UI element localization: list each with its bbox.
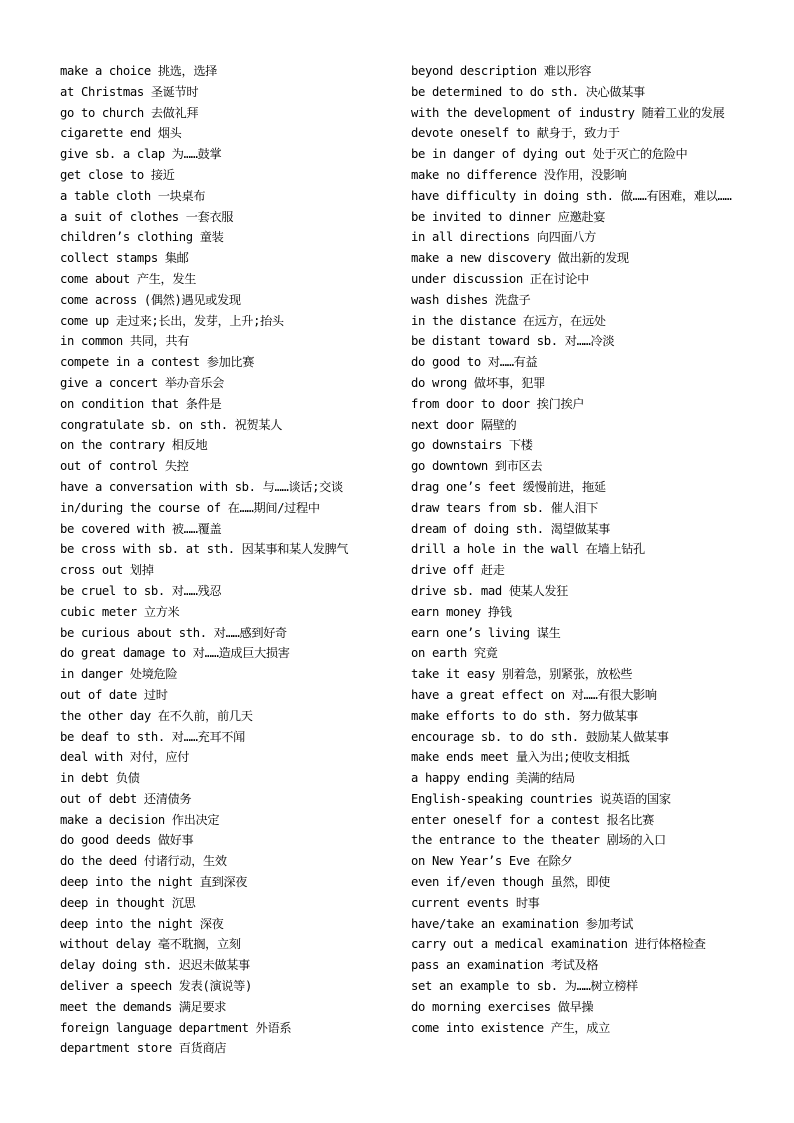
phrase-entry: earn one’s living 谋生 — [411, 625, 561, 640]
phrase-entry: children’s clothing 童装 — [60, 230, 224, 245]
phrase-entry: in debt 负债 — [60, 771, 140, 786]
phrase-entry: on earth 究竟 — [411, 646, 498, 661]
phrase-entry: drill a hole in the wall 在墙上钻孔 — [411, 542, 645, 557]
phrase-entry: be cruel to sb. 对……残忍 — [60, 583, 222, 598]
phrase-entry: department store 百货商店 — [60, 1041, 227, 1056]
phrase-entry: collect stamps 集邮 — [60, 251, 189, 266]
phrase-entry: English-speaking countries 说英语的国家 — [411, 791, 671, 806]
phrase-entry: in/during the course of 在……期间/过程中 — [60, 500, 320, 515]
phrase-entry: foreign language department 外语系 — [60, 1020, 292, 1035]
phrase-entry: on condition that 条件是 — [60, 396, 222, 411]
phrase-entry: deep in thought 沉思 — [60, 895, 196, 910]
phrase-entry: on New Year’s Eve 在除夕 — [411, 854, 573, 869]
right-phrase-column — [411, 61, 741, 1038]
phrase-entry: under discussion 正在讨论中 — [411, 271, 589, 286]
phrase-entry: make a choice 挑选，选择 — [60, 64, 218, 78]
phrase-entry: be curious about sth. 对……感到好奇 — [60, 625, 287, 640]
phrase-entry: a suit of clothes 一套衣服 — [60, 209, 234, 224]
phrase-entry: beyond description 难以形容 — [411, 64, 592, 78]
phrase-entry: do good to 对……有益 — [411, 355, 538, 370]
phrase-entry: devote oneself to 献身于，致力于 — [411, 126, 620, 141]
phrase-entry: be cross with sb. at sth. 因某事和某人发脾气 — [60, 542, 349, 557]
phrase-entry: go to church 去做礼拜 — [60, 105, 199, 120]
phrase-entry: out of date 过时 — [60, 687, 168, 702]
phrase-entry: in all directions 向四面八方 — [411, 230, 596, 245]
phrase-entry: next door 隔壁的 — [411, 417, 517, 432]
phrase-entry: have/take an examination 参加考试 — [411, 916, 634, 931]
phrase-entry: in common 共同，共有 — [60, 334, 190, 349]
phrase-entry: deep into the night 直到深夜 — [60, 875, 248, 890]
phrase-entry: cubic meter 立方米 — [60, 604, 180, 619]
phrase-entry: give a concert 举办音乐会 — [60, 375, 225, 390]
phrase-entry: be determined to do sth. 决心做某事 — [411, 84, 645, 99]
phrase-entry: be in danger of dying out 处于灭亡的危险中 — [411, 147, 688, 162]
phrase-entry: out of debt 还清债务 — [60, 791, 192, 806]
phrase-entry: make no difference 没作用，没影响 — [411, 167, 627, 182]
phrase-entry: encourage sb. to do sth. 鼓励某人做某事 — [411, 729, 669, 744]
phrase-entry: get close to 接近 — [60, 167, 175, 182]
phrase-entry: be deaf to sth. 对……充耳不闻 — [60, 729, 245, 744]
left-phrase-column — [60, 61, 390, 1059]
phrase-entry: delay doing sth. 迟迟未做某事 — [60, 958, 250, 973]
phrase-entry: take it easy 别着急，别紧张，放松些 — [411, 667, 633, 682]
phrase-entry: drag one’s feet 缓慢前进，拖延 — [411, 479, 606, 494]
phrase-entry: cigarette end 烟头 — [60, 126, 182, 141]
phrase-entry: with the development of industry 随着工业的发展 — [411, 105, 725, 120]
phrase-entry: wash dishes 洗盘子 — [411, 292, 531, 307]
phrase-entry: have a conversation with sb. 与……谈话;交谈 — [60, 479, 343, 494]
phrase-entry: do good deeds 做好事 — [60, 833, 194, 848]
phrase-entry: give sb. a clap 为……鼓掌 — [60, 147, 222, 162]
phrase-entry: a table cloth 一块桌布 — [60, 188, 206, 203]
phrase-entry: congratulate sb. on sth. 祝贺某人 — [60, 417, 283, 432]
phrase-entry: do morning exercises 做早操 — [411, 999, 594, 1014]
phrase-entry: draw tears from sb. 催人泪下 — [411, 500, 599, 515]
phrase-entry: even if/even though 虽然，即使 — [411, 875, 610, 890]
phrase-entry: deliver a speech 发表(演说等) — [60, 979, 252, 994]
phrase-entry: go downstairs 下楼 — [411, 438, 533, 453]
phrase-entry: a happy ending 美满的结局 — [411, 771, 576, 786]
phrase-entry: make efforts to do sth. 努力做某事 — [411, 708, 638, 723]
phrase-entry: earn money 挣钱 — [411, 604, 512, 619]
phrase-entry: be distant toward sb. 对……冷淡 — [411, 334, 615, 349]
phrase-entry: do great damage to 对……造成巨大损害 — [60, 646, 290, 661]
phrase-entry: do the deed 付诸行动，生效 — [60, 854, 227, 869]
phrase-entry: drive off 赶走 — [411, 563, 505, 578]
phrase-entry: in danger 处境危险 — [60, 667, 178, 682]
phrase-entry: do wrong 做坏事，犯罪 — [411, 375, 545, 390]
phrase-entry: dream of doing sth. 渴望做某事 — [411, 521, 610, 536]
phrase-entry: come up 走过来;长出，发芽，上升;抬头 — [60, 313, 284, 328]
phrase-entry: have difficulty in doing sth. 做……有困难，难以…… — [411, 188, 732, 203]
phrase-entry: drive sb. mad 使某人发狂 — [411, 583, 569, 598]
phrase-entry: come into existence 产生，成立 — [411, 1020, 610, 1035]
phrase-entry: meet the demands 满足要求 — [60, 999, 227, 1014]
phrase-entry: enter oneself for a contest 报名比赛 — [411, 812, 655, 827]
phrase-entry: make a decision 作出决定 — [60, 812, 220, 827]
phrase-entry: be covered with 被……覆盖 — [60, 521, 222, 536]
phrase-entry: deep into the night 深夜 — [60, 916, 224, 931]
phrase-entry: in the distance 在远方，在远处 — [411, 313, 606, 328]
phrase-entry: the entrance to the theater 剧场的入口 — [411, 833, 666, 848]
phrase-entry: come about 产生，发生 — [60, 271, 197, 286]
phrase-entry: have a great effect on 对……有很大影响 — [411, 687, 657, 702]
phrase-entry: come across (偶然)遇见或发现 — [60, 292, 241, 307]
phrase-entry: pass an examination 考试及格 — [411, 958, 599, 973]
phrase-entry: deal with 对付，应付 — [60, 750, 190, 765]
phrase-entry: set an example to sb. 为……树立榜样 — [411, 979, 638, 994]
phrase-entry: cross out 划掉 — [60, 563, 154, 578]
phrase-entry: out of control 失控 — [60, 459, 189, 474]
phrase-entry: at Christmas 圣诞节时 — [60, 84, 199, 99]
phrase-entry: make ends meet 量入为出;使收支相抵 — [411, 750, 630, 765]
phrase-entry: go downtown 到市区去 — [411, 459, 543, 474]
phrase-entry: make a new discovery 做出新的发现 — [411, 251, 629, 266]
phrase-entry: without delay 毫不耽搁，立刻 — [60, 937, 241, 952]
phrase-entry: be invited to dinner 应邀赴宴 — [411, 209, 606, 224]
phrase-entry: from door to door 挨门挨户 — [411, 396, 585, 411]
phrase-entry: carry out a medical examination 进行体格检查 — [411, 937, 706, 952]
phrase-entry: on the contrary 相反地 — [60, 438, 208, 453]
phrase-entry: compete in a contest 参加比赛 — [60, 355, 255, 370]
phrase-entry: the other day 在不久前，前几天 — [60, 708, 253, 723]
phrase-entry: current events 时事 — [411, 895, 540, 910]
